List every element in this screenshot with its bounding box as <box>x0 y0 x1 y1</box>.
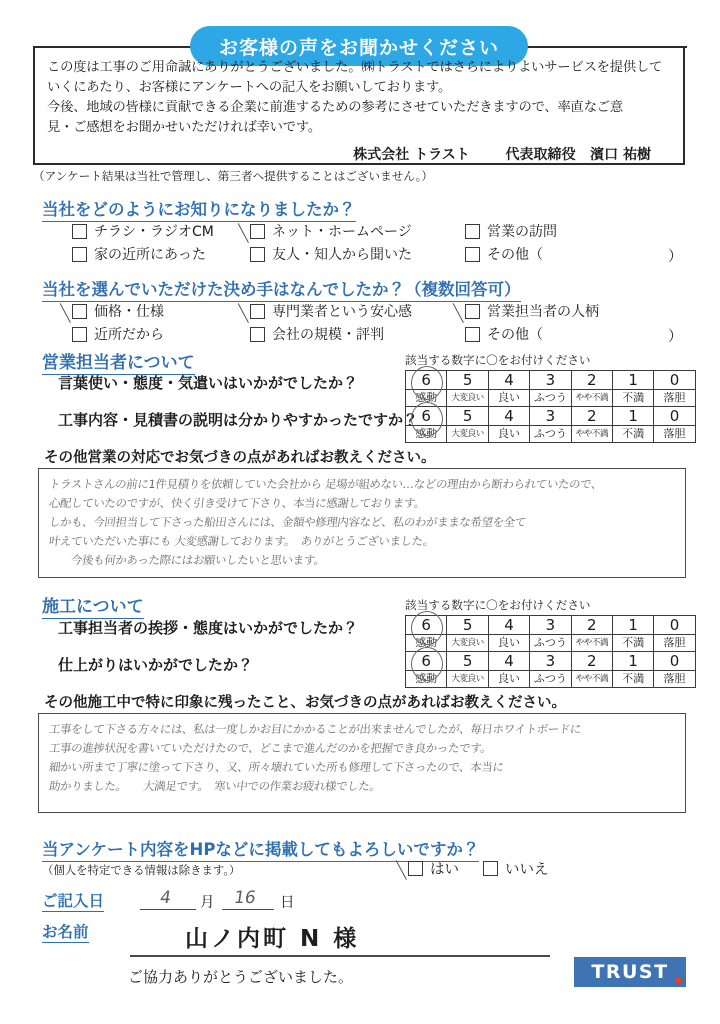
rating-cell-2[interactable] <box>571 371 612 390</box>
page-title: お客様の声をお聞かせください <box>190 26 528 66</box>
rating-row-labels <box>406 390 696 407</box>
rating-number: 2 <box>586 616 597 634</box>
handwriting-line: トラストさんの前に1件見積りを依頼していた会社から 足場が組めない…などの理由から断わられていたので、 <box>48 477 604 491</box>
publish-no-label: いいえ <box>505 862 549 878</box>
rating-cell-5[interactable] <box>447 616 488 635</box>
rating-number: 4 <box>504 407 514 425</box>
construction-question-2-label: 仕上がりはいかがでしたか？ <box>58 656 254 674</box>
rating-number: 6 <box>421 616 431 634</box>
q2-option-label: 価格・仕様 <box>94 304 164 320</box>
rating-row-labels <box>406 426 696 443</box>
checkbox-checked-icon[interactable] <box>408 861 423 876</box>
checkbox-icon[interactable] <box>250 247 265 262</box>
day-unit-label: 日 <box>280 895 295 911</box>
rating-row-labels <box>406 635 696 652</box>
question-2-heading: 当社を選んでいただけた決め手はなんでしたか？（複数回答可） <box>42 276 521 302</box>
q1-option-sales-visit[interactable] <box>465 221 557 241</box>
rating-row-numbers <box>406 652 696 671</box>
rating-cell-4[interactable] <box>488 652 529 671</box>
rating-cell-1[interactable] <box>612 616 653 635</box>
rating-number: 0 <box>669 407 680 425</box>
q1-option-other[interactable] <box>465 244 543 264</box>
checkbox-checked-icon[interactable] <box>250 304 265 319</box>
intro-line-3: 今後、地域の皆様に貢献できる企業に前進するための参考にさせていただきますので、率直なご意 <box>47 100 623 115</box>
rating-cell-2[interactable] <box>571 616 612 635</box>
rating-cell-1[interactable] <box>612 652 653 671</box>
company-name: 株式会社 トラスト <box>353 147 470 163</box>
rating-number: 2 <box>586 652 597 670</box>
q2-option-price-spec[interactable] <box>72 301 164 321</box>
checkbox-icon[interactable] <box>250 327 265 342</box>
rating-number: 1 <box>628 616 638 634</box>
rating-label-6: 感動 <box>406 426 447 443</box>
rating-label-5: 大変良い <box>447 390 488 407</box>
q1-option-flyer[interactable] <box>72 221 214 241</box>
rating-cell-6[interactable] <box>406 616 447 635</box>
rating-label-6: 感動 <box>406 671 447 688</box>
q2-option-company-size[interactable] <box>250 324 384 344</box>
rating-cell-6[interactable] <box>406 652 447 671</box>
rating-number: 1 <box>628 407 638 425</box>
q2-other-paren-close: ） <box>668 329 683 345</box>
construction-free-comment-prompt: その他施工中で特に印象に残ったこと、お気づきの点があればお教えください。 <box>44 695 566 711</box>
publish-permission-answers <box>408 858 573 879</box>
sales-question-2-label: 工事内容・見積書の説明は分かりやすかったですか？ <box>58 411 419 429</box>
rating-label-1: 不満 <box>612 390 653 407</box>
rating-cell-3[interactable] <box>530 371 571 390</box>
rating-number: 3 <box>545 616 556 634</box>
rating-number: 4 <box>504 616 514 634</box>
publish-option-no[interactable] <box>483 858 549 879</box>
q1-option-label: ネット・ホームページ <box>272 224 412 240</box>
rating-cell-0[interactable] <box>654 407 695 426</box>
rating-label-0: 落胆 <box>654 426 695 443</box>
construction-question-1-label: 工事担当者の挨拶・態度はいかがでしたか？ <box>58 619 359 637</box>
rating-label-6: 感動 <box>406 635 447 652</box>
logo-accent-dot-icon <box>676 978 681 983</box>
checkbox-icon[interactable] <box>465 327 480 342</box>
rating-cell-2[interactable] <box>571 407 612 426</box>
rating-label-2: やや不満 <box>571 635 612 652</box>
rating-label-2: やや不満 <box>571 426 612 443</box>
handwriting-line: 細かい所まで丁寧に塗って下さり、又、所々壊れていた所も修理して下さったので、本当に <box>48 760 505 774</box>
publish-permission-heading: 当アンケート内容をHPなどに掲載してもよろしいですか？ <box>42 836 479 862</box>
customer-name-value[interactable]: 山ノ内町 N 様 <box>185 926 360 952</box>
rating-row-labels <box>406 671 696 688</box>
rating-label-0: 落胆 <box>654 390 695 407</box>
rating-cell-5[interactable] <box>447 652 488 671</box>
trust-logo-text: TRUST <box>591 961 669 983</box>
construction-section-heading: 施工について <box>42 592 144 619</box>
rating-number: 5 <box>462 616 473 634</box>
rating-label-3: ふつう <box>530 671 571 688</box>
checkbox-checked-icon[interactable] <box>465 304 480 319</box>
sales-rating-table-wrap <box>405 352 696 443</box>
date-month-rule <box>140 909 196 910</box>
rating-number: 0 <box>669 616 680 634</box>
rating-row-numbers <box>406 407 696 426</box>
rating-number: 2 <box>586 407 597 425</box>
q2-option-label: 会社の規模・評判 <box>272 327 384 343</box>
rating-label-4: 良い <box>488 635 529 652</box>
rating-label-1: 不満 <box>612 671 653 688</box>
rating-cell-6[interactable] <box>406 371 447 390</box>
rating-label-4: 良い <box>488 390 529 407</box>
rating-label-3: ふつう <box>530 635 571 652</box>
rating-label-5: 大変良い <box>447 635 488 652</box>
intro-box <box>33 47 685 165</box>
rating-number: 4 <box>504 652 514 670</box>
q2-option-label: 専門業者という安心感 <box>272 304 412 320</box>
rating-cell-4[interactable] <box>488 616 529 635</box>
entry-date-label: ご記入日 <box>42 889 104 912</box>
rating-label-3: ふつう <box>530 390 571 407</box>
q2-option-staff-personality[interactable] <box>465 301 599 321</box>
rating-label-0: 落胆 <box>654 635 695 652</box>
customer-name-label: お名前 <box>42 920 89 943</box>
rating-number: 5 <box>462 652 473 670</box>
q1-option-label: 家の近所にあった <box>94 247 206 263</box>
sales-question-1-label: 言葉使い・態度・気遣いはいかがでしたか？ <box>58 374 359 392</box>
q2-option-other[interactable] <box>465 324 543 344</box>
rating-label-5: 大変良い <box>447 671 488 688</box>
entry-date-month-value[interactable]: 4 <box>158 888 173 908</box>
rating-number: 5 <box>462 407 473 425</box>
privacy-note: （アンケート結果は当社で管理し、第三者へ提供することはございません。） <box>33 169 433 183</box>
rating-number: 6 <box>421 407 431 425</box>
rating-cell-0[interactable] <box>654 652 695 671</box>
handwriting-line: 工事をして下さる方々には、私は一度しかお目にかかることが出来ませんでしたが、毎日ホワイトボードに <box>48 722 582 736</box>
rating-number: 0 <box>669 371 680 389</box>
rating-number: 3 <box>545 652 556 670</box>
intro-line-4: 見・ご感想をお聞かせいただければ幸いです。 <box>47 120 321 135</box>
q2-option-neighborhood[interactable] <box>72 324 164 344</box>
intro-line-2: いくにあたり、お客様にアンケートへの記入をお願いしております。 <box>47 80 452 95</box>
rating-label-1: 不満 <box>612 426 653 443</box>
construction-rating-table-wrap <box>405 597 696 688</box>
thanks-message: ご協力ありがとうございました。 <box>128 968 354 986</box>
rating-cell-2[interactable] <box>571 652 612 671</box>
checkbox-icon[interactable] <box>483 861 498 876</box>
rating-cell-4[interactable] <box>488 371 529 390</box>
intro-line-1: この度は工事のご用命誠にありがとうございました。㈱トラストではさらによりよいサービスを提供して <box>47 60 663 75</box>
rating-row-numbers <box>406 616 696 635</box>
representative-name: 濱口 祐樹 <box>590 147 651 163</box>
publish-yes-label: はい <box>430 862 459 878</box>
rating-label-4: 良い <box>488 671 529 688</box>
rating-number: 3 <box>545 371 556 389</box>
rating-label-3: ふつう <box>530 426 571 443</box>
q1-option-label: その他（ <box>487 247 543 263</box>
sales-section-heading: 営業担当者について <box>42 348 195 375</box>
rating-caption: 該当する数字に〇をお付けください <box>405 353 591 367</box>
rating-cell-5[interactable] <box>447 407 488 426</box>
rating-number: 3 <box>545 407 556 425</box>
publish-permission-note: （個人を特定できる情報は除きます。） <box>42 863 241 877</box>
publish-option-yes[interactable] <box>408 858 459 879</box>
rating-cell-3[interactable] <box>530 652 571 671</box>
q1-option-label: 友人・知人から聞いた <box>272 247 412 263</box>
q1-option-word-of-mouth[interactable] <box>250 244 412 264</box>
q1-option-label: 営業の訪問 <box>487 224 557 240</box>
sales-rating-table[interactable] <box>405 370 696 443</box>
representative-role: 代表取締役 <box>505 147 576 163</box>
handwriting-line: 心配していたのですが、快く引き受けて下さり、本当に感謝しております。 <box>48 496 427 510</box>
rating-label-2: やや不満 <box>571 671 612 688</box>
rating-label-6: 感動 <box>406 390 447 407</box>
q2-option-label: 近所だから <box>94 327 164 343</box>
handwriting-line: 工事の進捗状況を書いていただけたので、どこまで進んだのかを把握でき良かったです。 <box>48 741 493 755</box>
handwriting-line: 助かりました。 大満足です。 寒い中での作業お疲れ様でした。 <box>48 779 382 793</box>
rating-caption: 該当する数字に〇をお付けください <box>405 598 591 612</box>
construction-free-comment-box[interactable] <box>38 713 686 813</box>
rating-cell-0[interactable] <box>654 371 695 390</box>
signature-block <box>47 144 671 164</box>
checkbox-icon[interactable] <box>72 224 87 239</box>
rating-number: 4 <box>504 371 514 389</box>
question-1-heading: 当社をどのようにお知りになりましたか？ <box>42 196 356 222</box>
rating-cell-5[interactable] <box>447 371 488 390</box>
trust-logo <box>574 957 686 987</box>
sales-free-comment-box[interactable] <box>38 468 686 578</box>
q1-other-paren-close: ） <box>668 249 683 265</box>
customer-name-rule <box>130 955 550 957</box>
rating-number: 6 <box>421 371 431 389</box>
rating-label-4: 良い <box>488 426 529 443</box>
checkbox-checked-icon[interactable] <box>72 304 87 319</box>
rating-label-0: 落胆 <box>654 671 695 688</box>
rating-number: 5 <box>462 371 473 389</box>
handwriting-line: しかも、今回担当して下さった船田さんには、金額や修理内容など、私のわがままな希望を全て <box>48 515 527 529</box>
month-unit-label: 月 <box>200 895 215 911</box>
date-day-rule <box>222 909 274 910</box>
handwriting-line: 今後も何かあった際にはお願いしたいと思います。 <box>70 553 326 567</box>
rating-label-1: 不満 <box>612 635 653 652</box>
rating-cell-6[interactable] <box>406 407 447 426</box>
rating-row-numbers <box>406 371 696 390</box>
rating-label-5: 大変良い <box>447 426 488 443</box>
q2-option-label: その他（ <box>487 327 543 343</box>
rating-number: 1 <box>628 371 638 389</box>
checkbox-icon[interactable] <box>72 327 87 342</box>
rating-cell-1[interactable] <box>612 407 653 426</box>
q2-option-label: 営業担当者の人柄 <box>487 304 599 320</box>
entry-date-day-value[interactable]: 16 <box>232 888 258 908</box>
rating-number: 2 <box>586 371 597 389</box>
rating-cell-1[interactable] <box>612 371 653 390</box>
q1-option-website[interactable] <box>250 221 412 241</box>
rating-number: 0 <box>669 652 680 670</box>
q2-option-specialist-trust[interactable] <box>250 301 412 321</box>
rating-label-2: やや不満 <box>571 390 612 407</box>
sales-free-comment-prompt: その他営業の対応でお気づきの点があればお教えください。 <box>44 450 436 466</box>
rating-number: 6 <box>421 652 431 670</box>
construction-rating-table[interactable] <box>405 615 696 688</box>
rating-cell-0[interactable] <box>654 616 695 635</box>
rating-cell-4[interactable] <box>488 407 529 426</box>
rating-number: 1 <box>628 652 638 670</box>
rating-cell-3[interactable] <box>530 407 571 426</box>
checkbox-icon[interactable] <box>72 247 87 262</box>
checkbox-checked-icon[interactable] <box>250 224 265 239</box>
q1-option-nearby[interactable] <box>72 244 206 264</box>
checkbox-icon[interactable] <box>465 224 480 239</box>
checkbox-icon[interactable] <box>465 247 480 262</box>
rating-cell-3[interactable] <box>530 616 571 635</box>
handwriting-line: 叶えていただいた事にも 大変感謝しております。 ありがとうございました。 <box>48 534 435 548</box>
q1-option-label: チラシ・ラジオCM <box>94 224 214 240</box>
